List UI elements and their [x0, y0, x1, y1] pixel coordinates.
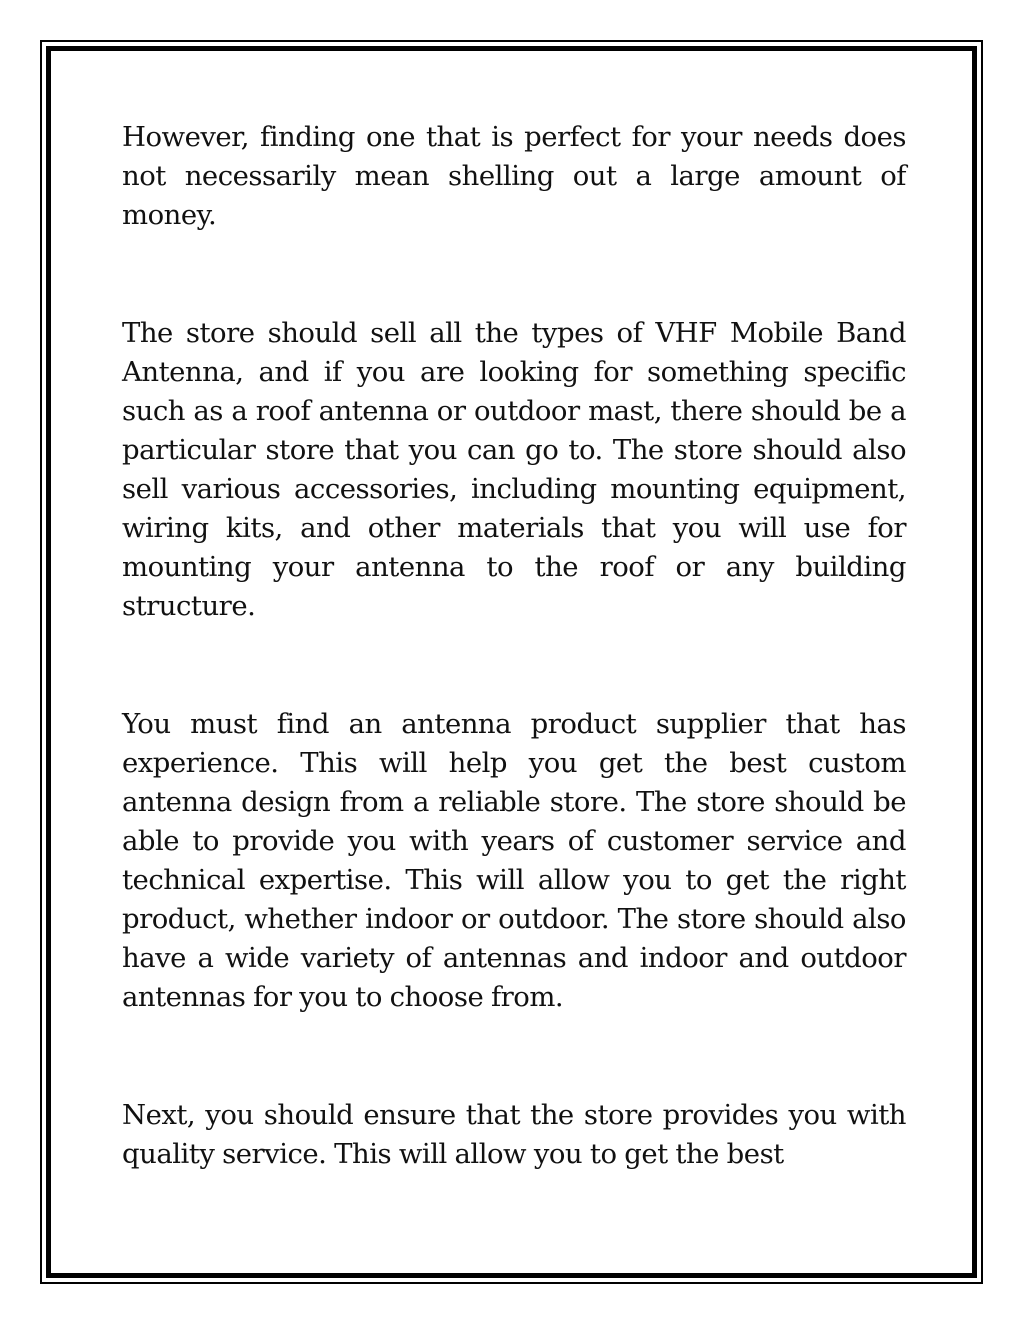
paragraph-1: However, finding one that is perfect for your needs does not necessarily mean shelling out a large amount of money. — [122, 121, 906, 231]
paragraph-3: You must find an antenna product supplier that has experience. This will help you get the best custom antenna design from a reliable store. The store should be able to provide you with years of customer service and technical expertise. This will allow you to get the right product, whether indoor or outdoor. The store should also have a wide variety of antennas and indoor and outdoor antennas for you to choose from. — [122, 708, 906, 1013]
paragraph-4: Next, you should ensure that the store provides you with quality service. This will allow you to get the best — [122, 1099, 906, 1170]
document-body — [122, 118, 906, 1174]
paragraph-2: The store should sell all the types of VHF Mobile Band Antenna, and if you are looking for something specific such as a roof antenna or outdoor mast, there should be a particular store that you can go to. The store should also sell various accessories, including mounting equipment, wiring kits, and other materials that you will use for mounting your antenna to the roof or any building structure. — [122, 317, 906, 622]
